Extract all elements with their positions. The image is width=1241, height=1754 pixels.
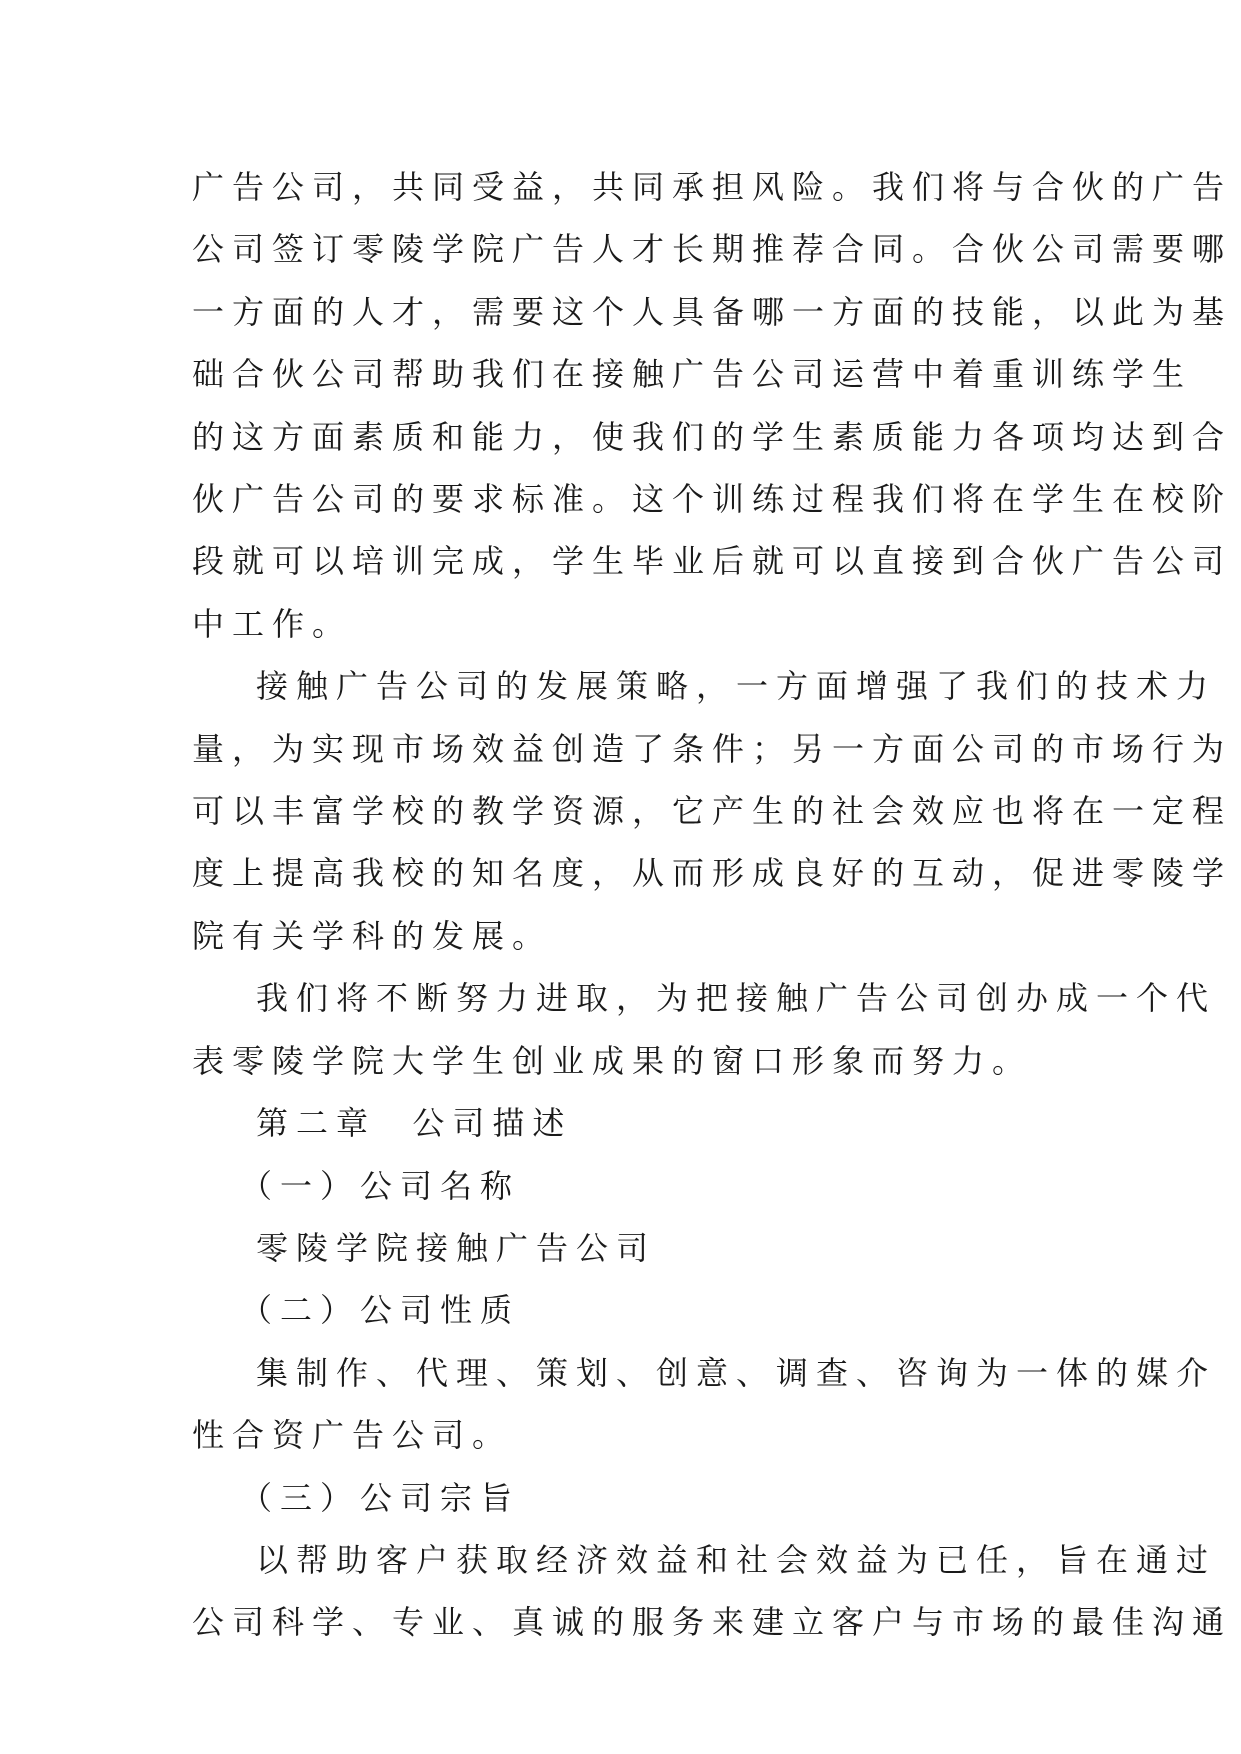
paragraph-partnership (192, 156, 1233, 655)
text-line: 性合资广告公司。 (192, 1416, 513, 1455)
section-title: （一）公司名称 (240, 1166, 521, 1205)
text-line: 中工作。 (192, 604, 353, 643)
text-line: 段就可以培训完成，学生毕业后就可以直接到合伙广告公司 (192, 542, 1233, 581)
text-line: 可以丰富学校的教学资源，它产生的社会效应也将在一定程 (192, 792, 1233, 831)
text-line: 伙广告公司的要求标准。这个训练过程我们将在学生在校阶 (192, 480, 1233, 519)
text-line: 础合伙公司帮助我们在接触广告公司运营中着重训练学生 (192, 355, 1193, 394)
paragraph-company-name (192, 1217, 1052, 1279)
text-line: 院有关学科的发展。 (192, 916, 553, 955)
paragraph-company-purpose (192, 1529, 1233, 1654)
text-line: 广告公司，共同受益，共同承担风险。我们将与合伙的广告 (192, 168, 1233, 206)
paragraph-company-nature (192, 1342, 1217, 1467)
text-line: 的这方面素质和能力，使我们的学生素质能力各项均达到合 (192, 417, 1233, 456)
section-heading-nature (192, 1279, 1052, 1341)
text-line: 以帮助客户获取经济效益和社会效益为已任，旨在通过 (256, 1540, 1217, 1579)
text-line: 量，为实现市场效益创造了条件；另一方面公司的市场行为 (192, 729, 1233, 768)
text-line: 公司签订零陵学院广告人才长期推荐合同。合伙公司需要哪 (192, 230, 1233, 269)
section-title: （三）公司宗旨 (240, 1478, 521, 1517)
section-heading-purpose (192, 1467, 1052, 1529)
text-line: 接触广告公司的发展策略，一方面增强了我们的技术力 (256, 667, 1217, 706)
paragraph-effort (192, 967, 1217, 1092)
text-line: 集制作、代理、策划、创意、调查、咨询为一体的媒介 (256, 1353, 1217, 1392)
text-line: 一方面的人才，需要这个人具备哪一方面的技能，以此为基 (192, 292, 1233, 331)
text-line: 零陵学院接触广告公司 (256, 1228, 657, 1267)
chapter-title: 第二章 公司描述 (256, 1104, 573, 1143)
text-line: 我们将不断努力进取，为把接触广告公司创办成一个代 (256, 979, 1217, 1018)
text-line: 公司科学、专业、真诚的服务来建立客户与市场的最佳沟通 (192, 1603, 1233, 1642)
document-body (192, 156, 1233, 1654)
text-line: 表零陵学院大学生创业成果的窗口形象而努力。 (192, 1041, 1033, 1080)
text-line: 度上提高我校的知名度，从而形成良好的互动，促进零陵学 (192, 854, 1233, 893)
section-heading-name (192, 1155, 1052, 1217)
chapter-heading (192, 1092, 1052, 1154)
paragraph-strategy (192, 655, 1233, 967)
section-title: （二）公司性质 (240, 1291, 521, 1330)
